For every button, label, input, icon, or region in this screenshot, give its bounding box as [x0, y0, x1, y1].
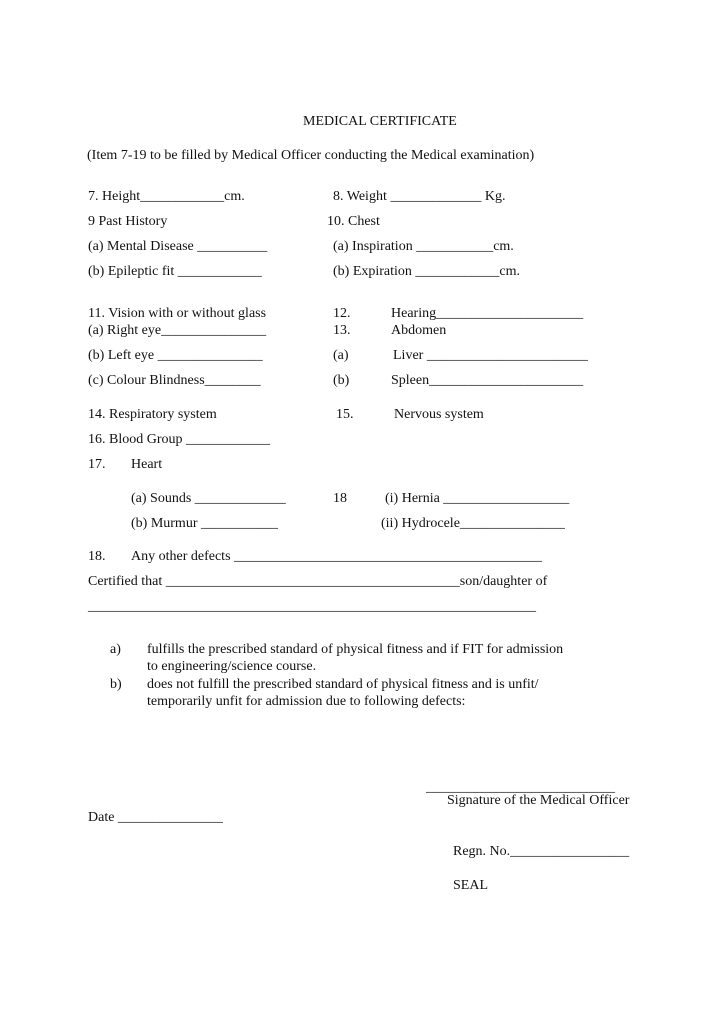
certified-that-field[interactable]: Certified that __________________________________________son/daughter of — [88, 574, 548, 589]
hernia-field[interactable]: (i) Hernia __________________ — [385, 491, 570, 506]
mental-disease-field[interactable]: (a) Mental Disease __________ — [88, 239, 268, 254]
spleen-field[interactable]: Spleen______________________ — [391, 373, 584, 388]
height-field[interactable]: 7. Height____________cm. — [88, 189, 245, 204]
option-a-text-line1: fulfills the prescribed standard of physical fitness and if FIT for admission — [147, 642, 564, 657]
expiration-field[interactable]: (b) Expiration ____________cm. — [333, 264, 521, 279]
sub-b-marker: (b) — [333, 373, 350, 388]
item-15-number: 15. — [336, 407, 354, 422]
inspiration-field[interactable]: (a) Inspiration ___________cm. — [333, 239, 514, 254]
item-17-number: 17. — [88, 457, 106, 472]
past-history-label: 9 Past History — [88, 214, 168, 229]
signature-line[interactable]: ___________________________ — [426, 780, 615, 795]
heart-label: Heart — [131, 457, 163, 472]
liver-field[interactable]: Liver _______________________ — [393, 348, 588, 363]
item-18-number: 18 — [333, 491, 347, 506]
option-b-marker: b) — [110, 677, 122, 692]
option-b-text-line1: does not fulfill the prescribed standard of physical fitness and is unfit/ — [147, 677, 539, 692]
epileptic-fit-field[interactable]: (b) Epileptic fit ____________ — [88, 264, 262, 279]
nervous-system-label: Nervous system — [394, 407, 484, 422]
vision-label: 11. Vision with or without glass — [88, 306, 267, 321]
colour-blindness-field[interactable]: (c) Colour Blindness________ — [88, 373, 261, 388]
chest-label: 10. Chest — [327, 214, 380, 229]
murmur-field[interactable]: (b) Murmur ___________ — [131, 516, 278, 531]
certificate-title: MEDICAL CERTIFICATE — [303, 114, 457, 129]
item-13-number: 13. — [333, 323, 351, 338]
registration-number-field[interactable]: Regn. No._________________ — [453, 844, 630, 859]
item-12-number: 12. — [333, 306, 351, 321]
hearing-field[interactable]: Hearing_____________________ — [391, 306, 584, 321]
right-eye-field[interactable]: (a) Right eye_______________ — [88, 323, 267, 338]
hydrocele-field[interactable]: (ii) Hydrocele_______________ — [381, 516, 565, 531]
sounds-field[interactable]: (a) Sounds _____________ — [131, 491, 286, 506]
signature-label: Signature of the Medical Officer — [447, 793, 630, 808]
date-field[interactable]: Date _______________ — [88, 810, 223, 825]
left-eye-field[interactable]: (b) Left eye _______________ — [88, 348, 263, 363]
option-a-text-line2: to engineering/science course. — [147, 659, 317, 674]
parent-name-field[interactable]: ________________________________________________________________ — [88, 599, 536, 614]
seal-label: SEAL — [453, 878, 488, 893]
instruction-text: (Item 7-19 to be filled by Medical Officer conducting the Medical examination) — [87, 148, 535, 163]
option-a-marker: a) — [110, 642, 121, 657]
blood-group-field[interactable]: 16. Blood Group ____________ — [88, 432, 270, 447]
item-18-other-number: 18. — [88, 549, 106, 564]
respiratory-label: 14. Respiratory system — [88, 407, 217, 422]
sub-a-marker: (a) — [333, 348, 349, 363]
abdomen-label: Abdomen — [391, 323, 447, 338]
weight-field[interactable]: 8. Weight _____________ Kg. — [333, 189, 506, 204]
option-b-text-line2: temporarily unfit for admission due to following defects: — [147, 694, 466, 709]
other-defects-field[interactable]: Any other defects ____________________________________________ — [131, 549, 543, 564]
